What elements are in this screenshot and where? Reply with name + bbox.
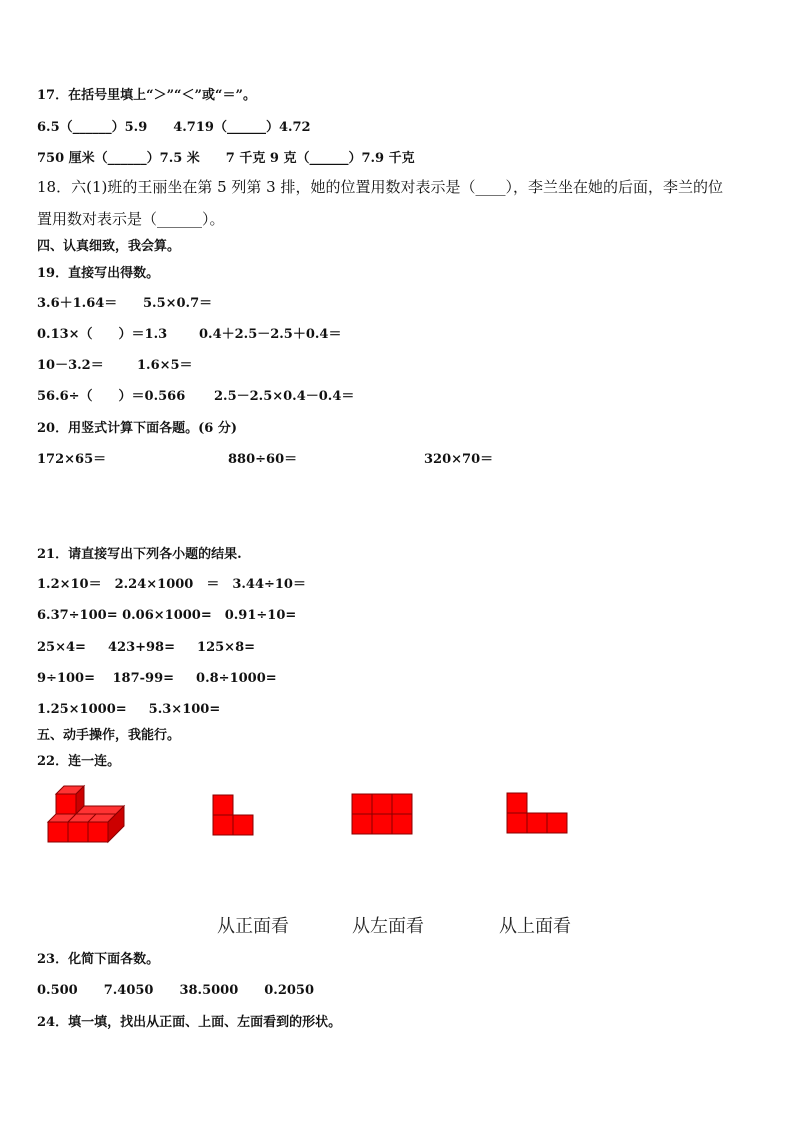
q17-title: 17．在括号里填上“＞”“＜”或“＝”。 bbox=[37, 88, 256, 103]
q17-row2: 750 厘米（______）7.5 米 7 千克 9 克（______）7.9 千克 bbox=[37, 151, 415, 166]
q18-line1: 18．六(1)班的王丽坐在第 5 列第 3 排，她的位置用数对表示是（____），李兰坐在她的后面，李兰的位 bbox=[37, 178, 723, 196]
q21-row5: 1.25×1000= 5.3×100= bbox=[37, 702, 221, 717]
q20-item-1: 172×65＝ bbox=[37, 452, 107, 467]
label-top-view: 从上面看 bbox=[499, 916, 571, 937]
q19-r3-a: 10－3.2＝ bbox=[37, 358, 104, 373]
q20-item-2: 880÷60＝ bbox=[228, 452, 298, 467]
q19-r3-b: 1.6×5＝ bbox=[137, 358, 193, 373]
label-left-view: 从左面看 bbox=[352, 916, 424, 937]
q21-row4: 9÷100= 187-99= 0.8÷1000= bbox=[37, 671, 277, 686]
q19-r4-b: 2.5－2.5×0.4－0.4＝ bbox=[214, 389, 355, 404]
q19-r2-a: 0.13×（ ）＝1.3 bbox=[37, 327, 168, 342]
q21-row2: 6.37÷100= 0.06×1000= 0.91÷10= bbox=[37, 608, 297, 623]
q19-r1-a: 3.6＋1.64＝ bbox=[37, 296, 118, 311]
view-shape-rectangle-2x3 bbox=[351, 793, 413, 835]
q21-title: 21．请直接写出下列各小题的结果. bbox=[37, 547, 242, 562]
q19-r4-a: 56.6÷（ ）＝0.566 bbox=[37, 389, 186, 404]
q23-title: 23．化简下面各数。 bbox=[37, 952, 160, 967]
q24-title: 24．填一填，找出从正面、上面、左面看到的形状。 bbox=[37, 1015, 342, 1030]
q19-r2-b: 0.4＋2.5－2.5＋0.4＝ bbox=[199, 327, 342, 342]
q23-items: 0.500 7.4050 38.5000 0.2050 bbox=[37, 983, 315, 998]
q19-title: 19．直接写出得数。 bbox=[37, 266, 160, 281]
view-shape-l-small bbox=[212, 794, 256, 836]
q20-item-3: 320×70＝ bbox=[424, 452, 494, 467]
q20-title: 20．用竖式计算下面各题。(6 分) bbox=[37, 421, 237, 436]
q21-row3: 25×4= 423+98= 125×8= bbox=[37, 640, 256, 655]
q22-title: 22．连一连。 bbox=[37, 754, 121, 769]
view-shape-l-long bbox=[506, 792, 568, 834]
section-4-heading: 四、认真细致，我会算。 bbox=[37, 239, 181, 254]
q19-r1-b: 5.5×0.7＝ bbox=[143, 296, 213, 311]
cube-stack-3d-figure bbox=[44, 782, 128, 844]
q18-line2: 置用数对表示是（______）。 bbox=[37, 210, 225, 228]
section-5-heading: 五、动手操作，我能行。 bbox=[37, 728, 181, 743]
label-front-view: 从正面看 bbox=[217, 916, 289, 937]
q17-row1: 6.5（______）5.9 4.719（______）4.72 bbox=[37, 120, 311, 135]
q21-row1: 1.2×10＝ 2.24×1000 ＝ 3.44÷10＝ bbox=[37, 577, 306, 592]
